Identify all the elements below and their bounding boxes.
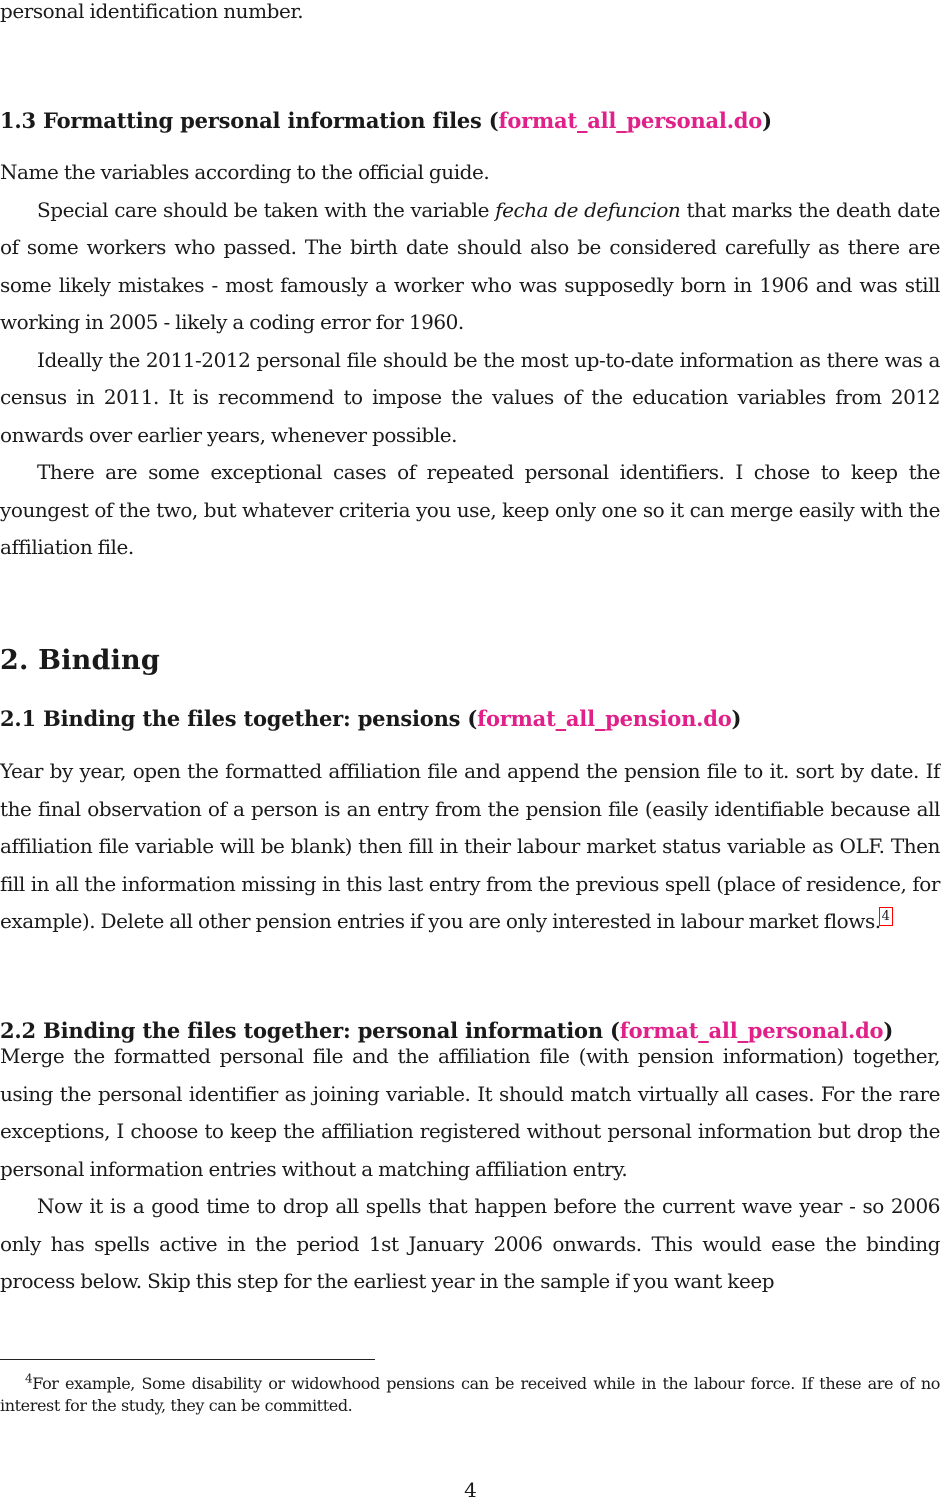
heading-text: 2.2 Binding the files together: personal information (: [0, 1018, 620, 1043]
footnote: [0, 1373, 940, 1417]
paragraph: [0, 753, 940, 941]
heading-close-paren: ): [883, 1018, 894, 1043]
heading-text: 2.1 Binding the files together: pensions (: [0, 706, 478, 731]
paragraph: Name the variables according to the official guide.: [0, 160, 490, 184]
page-number: 4: [464, 1478, 477, 1502]
emphasis-variable-name: fecha de defuncion: [495, 197, 681, 222]
heading-close-paren: ): [731, 706, 742, 731]
footnote-ref-link[interactable]: 4: [881, 909, 890, 925]
paragraph-text: that marks the death date of some workers who passed. The birth date should also be considered carefully as there are some likely mistakes - most famously a worker who was supposedly born in 1906 and was still working in 2005 - likely a coding error for 1960.: [0, 197, 940, 334]
file-link-format-all-personal[interactable]: format_all_personal.do: [498, 108, 763, 133]
section-1-3-body: [0, 154, 940, 567]
section-2-1-body: [0, 753, 940, 941]
paragraph: Ideally the 2011-2012 personal file should be the most up-to-date information as there was a census in 2011. It is recommend to impose the values of the education variables from 2012 onwards over earlier years, whenever possible.: [0, 347, 940, 447]
file-link-format-all-personal[interactable]: format_all_personal.do: [619, 1018, 884, 1043]
paragraph-text: Year by year, open the formatted affiliation file and append the pension file to it. sort by date. If the final observation of a person is an entry from the pension file (easily identifiable because all affiliation file variable will be blank) then fill in their labour market status variable as OLF. Then fill in all the information missing in this last entry from the previous spell (place of residence, for example). Delete all other pension entries if you are only interested in labour market flows.: [0, 759, 940, 933]
heading-2-1: [0, 704, 741, 734]
paragraph-text: Special care should be taken with the variable: [37, 197, 496, 222]
heading-text: 1.3 Formatting personal information files (: [0, 108, 499, 133]
section-2-2-body: [0, 1038, 940, 1301]
footnote-number: 4: [25, 1371, 33, 1386]
file-link-format-all-pension[interactable]: format_all_pension.do: [477, 706, 732, 731]
paragraph-continued: [0, 0, 940, 31]
paragraph: [0, 192, 940, 342]
paragraph-text: personal identification number.: [0, 0, 304, 23]
heading-1-3: [0, 106, 772, 136]
paragraph: There are some exceptional cases of repeated personal identifiers. I chose to keep the youngest of the two, but whatever criteria you use, keep only one so it can merge easily with the affiliation file.: [0, 460, 940, 559]
footnote-text: For example, Some disability or widowhood pensions can be received while in the labour force. If these are of no interest for the study, they can be committed.: [0, 1374, 940, 1415]
footnote-rule: [0, 1359, 375, 1360]
paragraph: Merge the formatted personal file and the affiliation file (with pension information) together, using the personal identifier as joining variable. It should match virtually all cases. For the rare exceptions, I choose to keep the affiliation registered without personal information but drop the personal information entries without a matching affiliation entry.: [0, 1044, 940, 1181]
heading-close-paren: ): [762, 108, 772, 133]
heading-section-2: 2. Binding: [0, 645, 160, 676]
paragraph: Now it is a good time to drop all spells that happen before the current wave year - so 2006 only has spells active in the period 1st January 2006 onwards. This would ease the binding process below. Skip this step for the earliest year in the sample if you want keep: [0, 1194, 940, 1293]
